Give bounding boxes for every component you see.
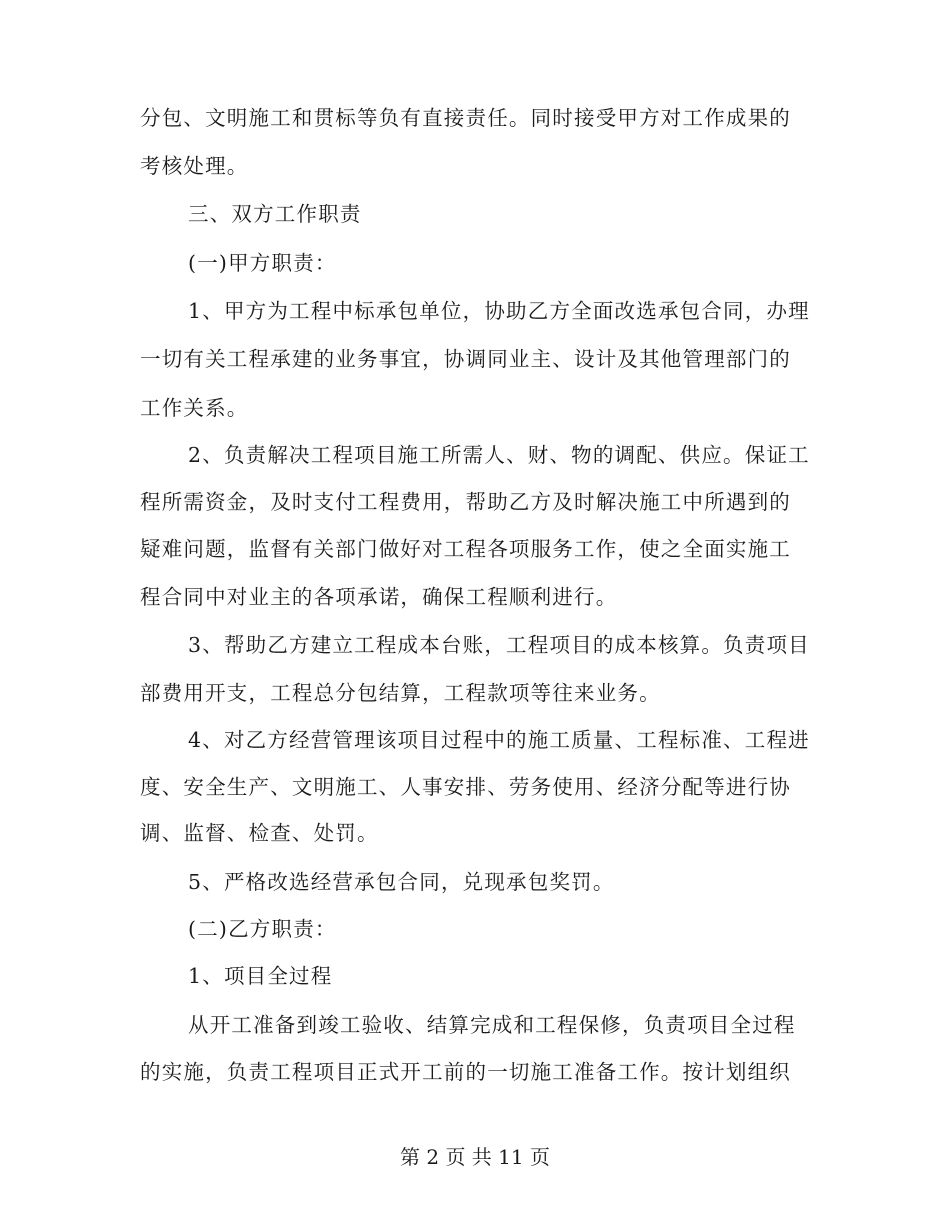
body-text-line: 4、对乙方经营管理该项目过程中的施工质量、工程标准、工程进 [188, 728, 810, 752]
subsection-heading: (一)甲方职责： [188, 251, 337, 275]
section-heading: 三、双方工作职责 [188, 202, 362, 226]
body-text-line: 从开工准备到竣工验收、结算完成和工程保修，负责项目全过程 [188, 1013, 796, 1037]
body-text-line: 考核处理。 [140, 154, 249, 178]
body-text-line: 程所需资金，及时支付工程费用，帮助乙方及时解决施工中所遇到的 [140, 490, 791, 514]
page-number-footer: 第 2 页 共 11 页 [400, 1145, 550, 1169]
body-text-line: 一切有关工程承建的业务事宜，协调同业主、设计及其他管理部门的 [140, 347, 791, 371]
body-text-line: 疑难问题，监督有关部门做好对工程各项服务工作，使之全面实施工 [140, 537, 791, 561]
body-text-line: 分包、文明施工和贯标等负有直接责任。同时接受甲方对工作成果的 [140, 106, 791, 130]
body-text-line: 程合同中对业主的各项承诺，确保工程顺利进行。 [140, 585, 618, 609]
body-text-line: 调、监督、检查、处罚。 [140, 821, 379, 845]
body-text-line: 工作关系。 [140, 396, 249, 420]
body-text-line: 1、项目全过程 [188, 964, 333, 988]
body-text-line: 的实施，负责工程项目正式开工前的一切施工准备工作。按计划组织 [140, 1060, 791, 1084]
body-text-line: 5、严格改选经营承包合同，兑现承包奖罚。 [188, 870, 615, 894]
body-text-line: 度、安全生产、文明施工、人事安排、劳务使用、经济分配等进行协 [140, 775, 791, 799]
body-text-line: 部费用开支，工程总分包结算，工程款项等往来业务。 [140, 681, 661, 705]
subsection-heading: (二)乙方职责： [188, 917, 337, 941]
body-text-line: 2、负责解决工程项目施工所需人、财、物的调配、供应。保证工 [188, 443, 810, 467]
body-text-line: 3、帮助乙方建立工程成本台账，工程项目的成本核算。负责项目 [188, 633, 810, 657]
body-text-line: 1、甲方为工程中标承包单位，协助乙方全面改选承包合同，办理 [188, 299, 810, 323]
